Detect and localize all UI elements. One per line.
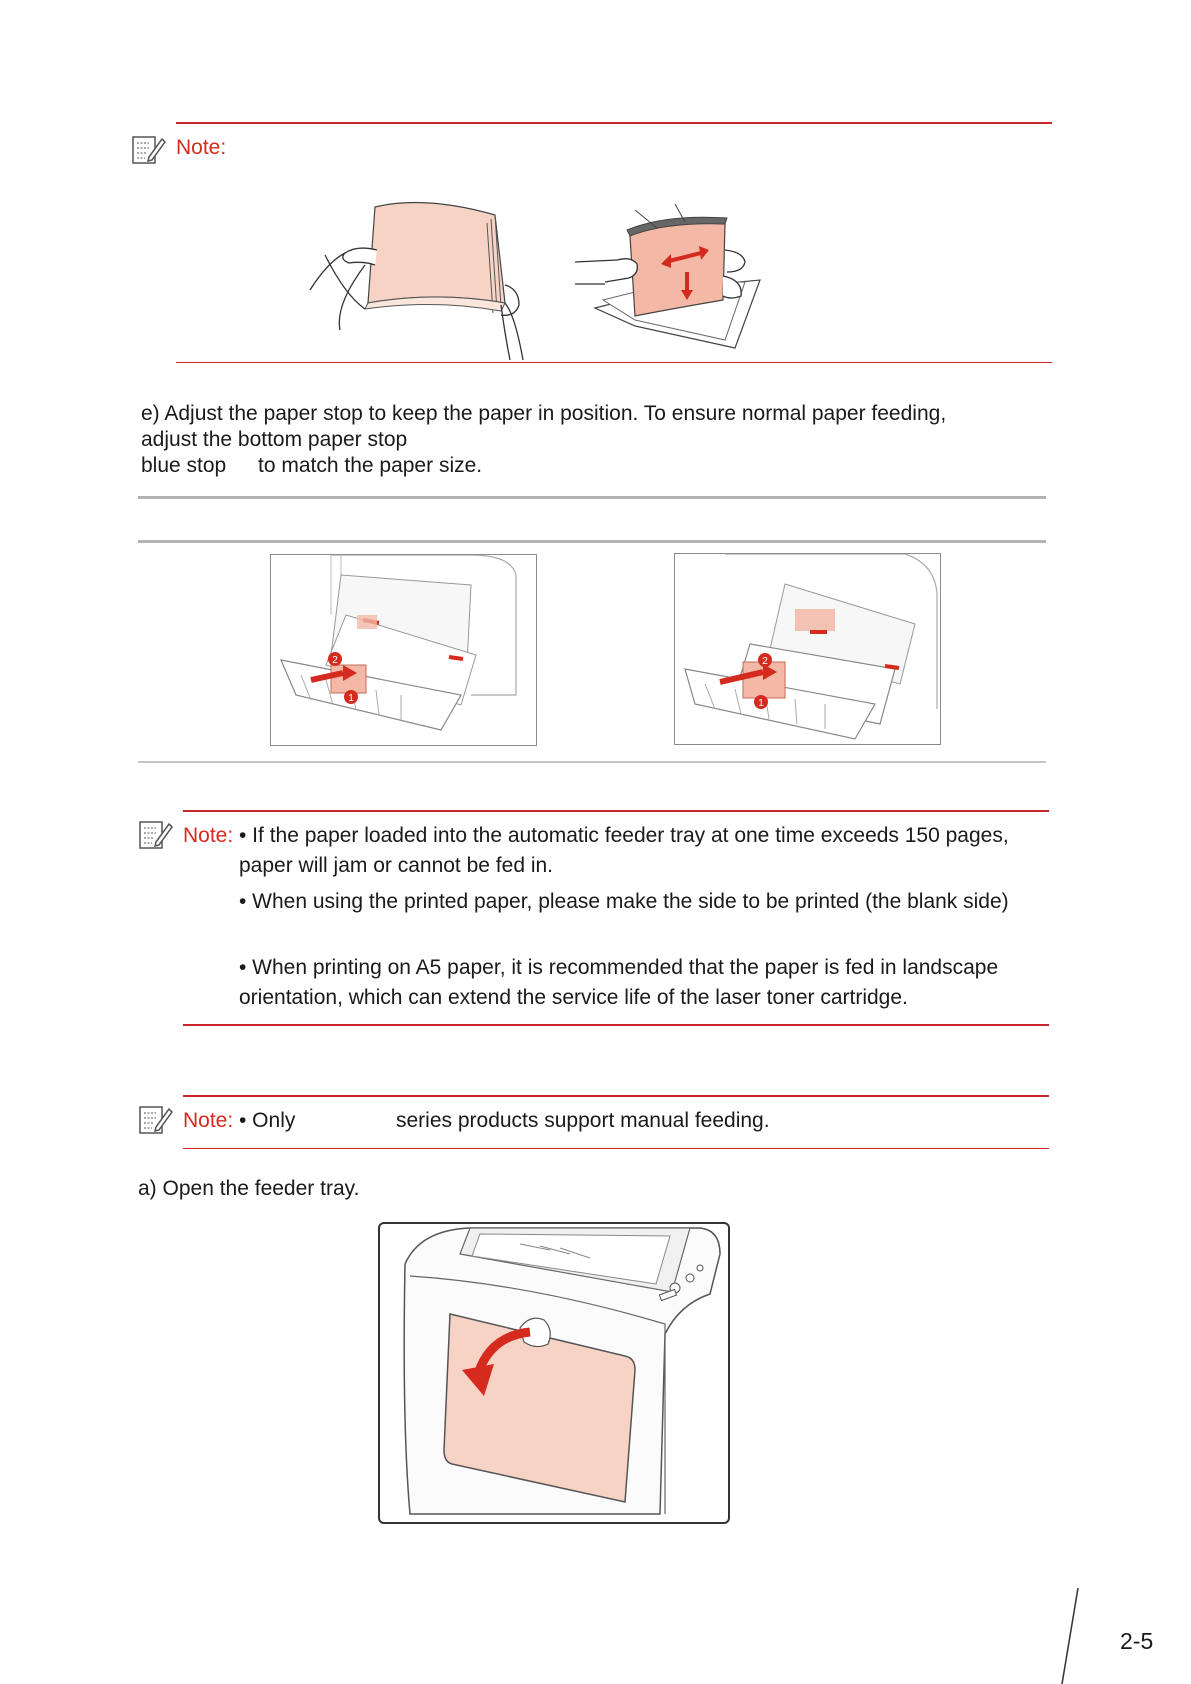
note2-bullet1-line1: • If the paper loaded into the automatic feeder tray at one time exceeds 150 pages, — [239, 824, 1009, 847]
step-a-text: a) Open the feeder tray. — [138, 1177, 360, 1200]
note1-bottom-rule — [176, 362, 1052, 363]
callout-2-left: 2 — [332, 655, 338, 666]
note3-label: Note: — [183, 1109, 234, 1132]
callout-1-left: 1 — [348, 693, 354, 704]
note1-label: Note: — [176, 136, 227, 159]
gray-rule-2 — [138, 540, 1046, 543]
callout-2-right: 2 — [762, 656, 768, 667]
tray-figure-left — [270, 554, 537, 746]
note1-top-rule — [176, 122, 1052, 124]
step-e-line3b: to match the paper size. — [258, 454, 483, 477]
step-e-line3a: blue stop — [141, 454, 227, 477]
tray-figure-right — [674, 553, 941, 745]
note2-bullet3-line1: • When printing on A5 paper, it is recommended that the paper is fed in landscape — [239, 956, 999, 979]
gray-rule-3 — [138, 761, 1046, 763]
note2-bullet2-line1: • When using the printed paper, please make the side to be printed (the blank side) — [239, 890, 1009, 913]
note3-text-a: • Only — [239, 1109, 296, 1132]
note-icon — [138, 1103, 174, 1137]
note2-bullet3-line2: orientation, which can extend the service life of the laser toner cartridge. — [239, 986, 908, 1009]
note2-label: Note: — [183, 824, 234, 847]
note2-bottom-rule — [183, 1024, 1049, 1026]
page-number: 2-5 — [1120, 1628, 1154, 1654]
corner-divider — [1060, 1588, 1080, 1684]
paper-fan-illustration — [305, 195, 535, 360]
note3-bottom-rule — [183, 1148, 1049, 1149]
note2-top-rule — [183, 810, 1049, 812]
step-e-line1: e) Adjust the paper stop to keep the paper in position. To ensure normal paper feeding, — [141, 402, 947, 425]
note3-top-rule — [183, 1095, 1049, 1097]
callout-1-right: 1 — [758, 698, 764, 709]
gray-rule-1 — [138, 496, 1046, 499]
note3-text-b: series products support manual feeding. — [396, 1109, 770, 1132]
feeder-tray-figure — [378, 1222, 730, 1524]
note-icon — [138, 818, 174, 852]
step-e-line2: adjust the bottom paper stop — [141, 428, 408, 451]
note-icon — [131, 133, 167, 167]
note2-bullet1-line2: paper will jam or cannot be fed in. — [239, 854, 554, 877]
paper-align-illustration — [575, 200, 765, 350]
